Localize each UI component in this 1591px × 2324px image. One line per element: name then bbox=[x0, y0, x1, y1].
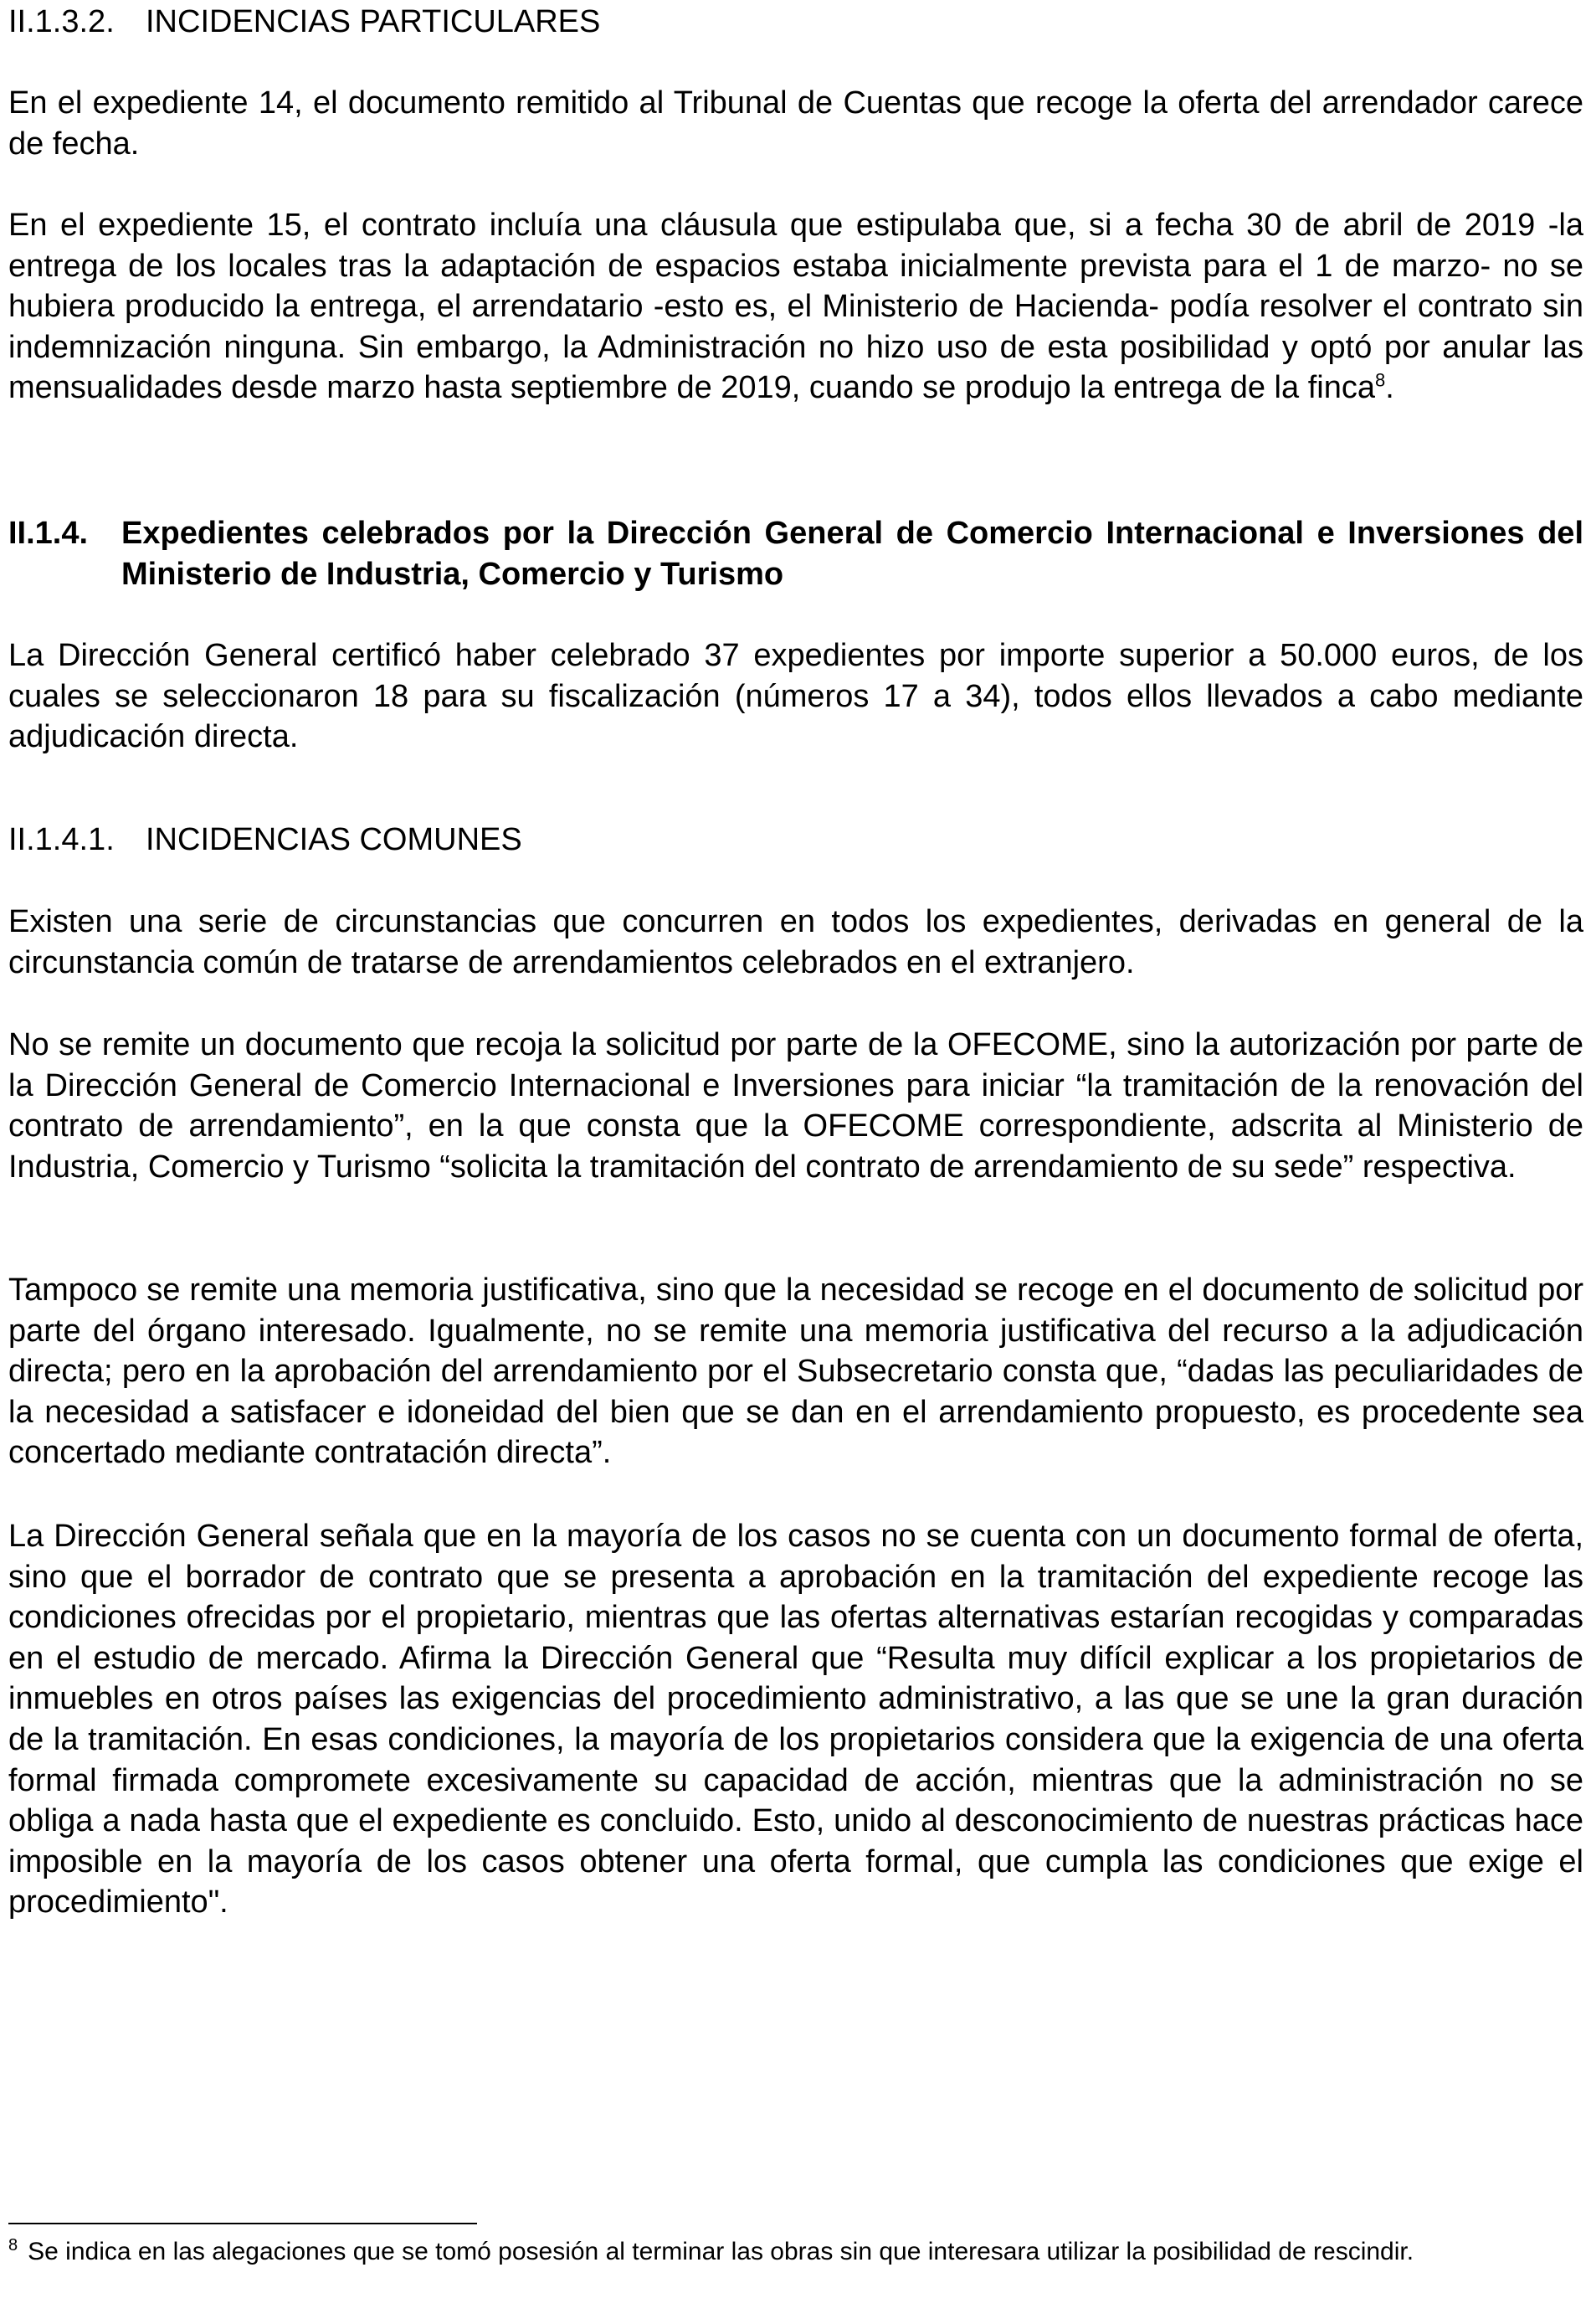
document-page bbox=[8, 0, 1583, 2265]
section-title: INCIDENCIAS PARTICULARES bbox=[146, 4, 601, 39]
footnote-reference[interactable]: 8 bbox=[1374, 369, 1386, 391]
section-number: II.1.4. bbox=[8, 516, 89, 551]
section-number: II.1.4.1. bbox=[8, 822, 115, 857]
paragraph-text: En el expediente 15, el contrato incluía una cláusula que estipulaba que, si a fecha 30 de abril de 2019 -la entrega de los locales tras la adaptación de espacios estaba inicialmente prevista para el 1 de marzo- no se hubiera producido la entrega, el arrendatario -esto es, el Ministerio de Hacienda- podía resolver el contrato sin indemnización ninguna. Sin embargo, la Administración no hizo uso de esta posibilidad y optó por anular las mensualidades desde marzo hasta septiembre de 2019, cuando se produjo la entrega de la finca bbox=[8, 208, 1583, 406]
paragraph-end: . bbox=[1385, 370, 1394, 406]
paragraph-direccion-general: La Dirección General señala que en la mayoría de los casos no se cuenta con un documento formal de oferta, sino que el borrador de contrato que se presenta a aprobación en la tramitación del expediente recoge las condiciones ofrecidas por el propietario, mientras que las ofertas alternativas estarían recogidas y comparadas en el estudio de mercado. Afirma la Dirección General que “Resulta muy difícil explicar a los propietarios de inmuebles en otros países las exigencias del procedimiento administrativo, a las que se une la gran duración de la tramitación. En esas condiciones, la mayoría de los propietarios considera que la exigencia de una oferta formal firmada compromete excesivamente su capacidad de acción, mientras que la administración no se obliga a nada hasta que el expediente es concluido. Esto, unido al desconocimiento de nuestras prácticas hace imposible en la mayoría de los casos obtener una oferta formal, que cumpla las condiciones que exige el procedimiento". bbox=[8, 1519, 1583, 1920]
section-title: Expedientes celebrados por la Dirección General de Comercio Internacional e Inversiones del Ministerio de Industria, Comercio y Turismo bbox=[121, 516, 1583, 592]
footnote-mark: 8 bbox=[8, 2236, 18, 2255]
section-heading-expedientes-comercio bbox=[8, 513, 1583, 594]
section-heading-incidencias-comunes bbox=[8, 820, 1583, 861]
section-heading-incidencias-particulares bbox=[8, 2, 1583, 43]
footnote bbox=[8, 2235, 1583, 2269]
paragraph-ofecome: No se remite un documento que recoja la solicitud por parte de la OFECOME, sino la autorización por parte de la Dirección General de Comercio Internacional e Inversiones para iniciar “la tramitación de la renovación del contrato de arrendamiento”, en la que consta que la OFECOME correspondiente, adscrita al Ministerio de Industria, Comercio y Turismo “solicita la tramitación del contrato de arrendamiento de su sede” respectiva. bbox=[8, 1027, 1583, 1185]
section-number: II.1.3.2. bbox=[8, 4, 115, 39]
footnote-separator bbox=[8, 2223, 477, 2224]
footnote-text: Se indica en las alegaciones que se tomó posesión al terminar las obras sin que interesara utilizar la posibilidad de rescindir. bbox=[28, 2238, 1414, 2265]
paragraph-certificacion: La Dirección General certificó haber celebrado 37 expedientes por importe superior a 50.000 euros, de los cuales se seleccionaron 18 para su fiscalización (números 17 a 34), todos ellos llevados a cabo mediante adjudicación directa. bbox=[8, 638, 1583, 755]
section-title: INCIDENCIAS COMUNES bbox=[146, 822, 522, 857]
paragraph-memoria: Tampoco se remite una memoria justificativa, sino que la necesidad se recoge en el documento de solicitud por parte del órgano interesado. Igualmente, no se remite una memoria justificativa del recurso a la adjudicación directa; pero en la aprobación del arrendamiento por el Subsecretario consta que, “dadas las peculiaridades de la necesidad a satisfacer e idoneidad del bien que se dan en el arrendamiento propuesto, es procedente sea concertado mediante contratación directa”. bbox=[8, 1273, 1583, 1471]
paragraph-circunstancias: Existen una serie de circunstancias que concurren en todos los expedientes, derivadas en general de la circunstancia común de tratarse de arrendamientos celebrados en el extranjero. bbox=[8, 904, 1583, 980]
paragraph-expediente-14: En el expediente 14, el documento remitido al Tribunal de Cuentas que recoge la oferta del arrendador carece de fecha. bbox=[8, 85, 1583, 162]
paragraph-expediente-15 bbox=[8, 205, 1583, 409]
